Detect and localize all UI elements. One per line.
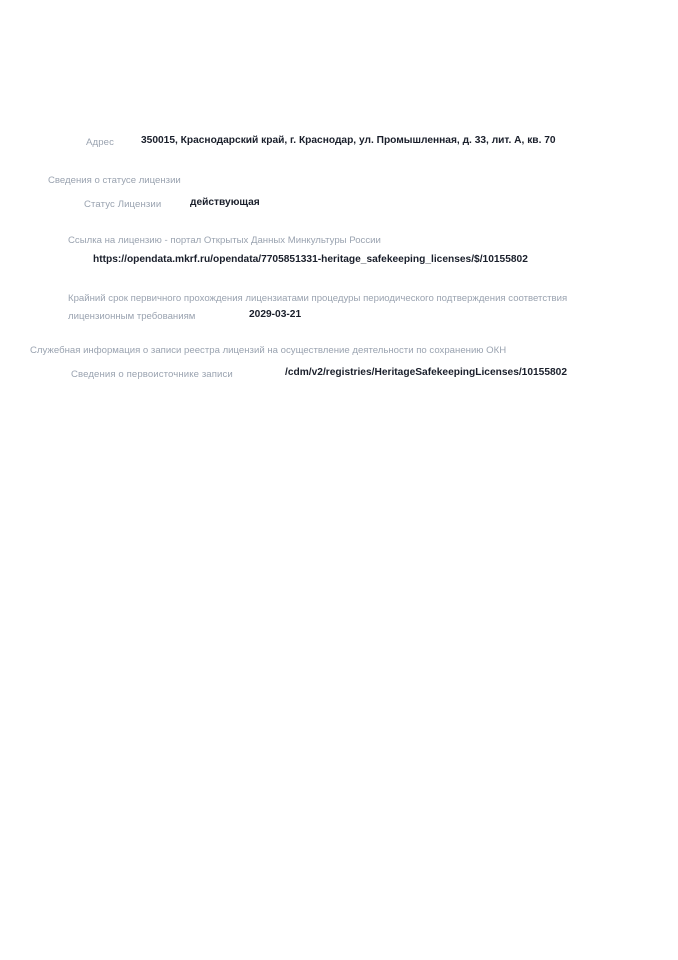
license-link-heading: Ссылка на лицензию - портал Открытых Данных Минкультуры России bbox=[68, 235, 381, 246]
address-label: Адрес bbox=[86, 137, 114, 148]
license-link-value[interactable]: https://opendata.mkrf.ru/opendata/7705851331-heritage_safekeeping_licenses/$/10155802 bbox=[93, 254, 528, 265]
deadline-heading-line1: Крайний срок первичного прохождения лицензиатами процедуры периодического подтверждения соответствия bbox=[68, 293, 568, 304]
deadline-value: 2029-03-21 bbox=[249, 309, 302, 320]
address-value: 350015, Краснодарский край, г. Краснодар, ул. Промышленная, д. 33, лит. А, кв. 70 bbox=[141, 135, 556, 146]
license-status-section-heading: Сведения о статусе лицензии bbox=[48, 175, 181, 186]
source-record-label: Сведения о первоисточнике записи bbox=[71, 369, 233, 380]
source-record-value: /cdm/v2/registries/HeritageSafekeepingLicenses/10155802 bbox=[285, 367, 568, 378]
license-status-label: Статус Лицензии bbox=[84, 199, 162, 210]
deadline-heading-line2: лицензионным требованиям bbox=[68, 311, 196, 322]
license-status-value: действующая bbox=[190, 197, 260, 208]
service-info-heading: Служебная информация о записи реестра лицензий на осуществление деятельности по сохранению ОКН bbox=[30, 345, 507, 356]
